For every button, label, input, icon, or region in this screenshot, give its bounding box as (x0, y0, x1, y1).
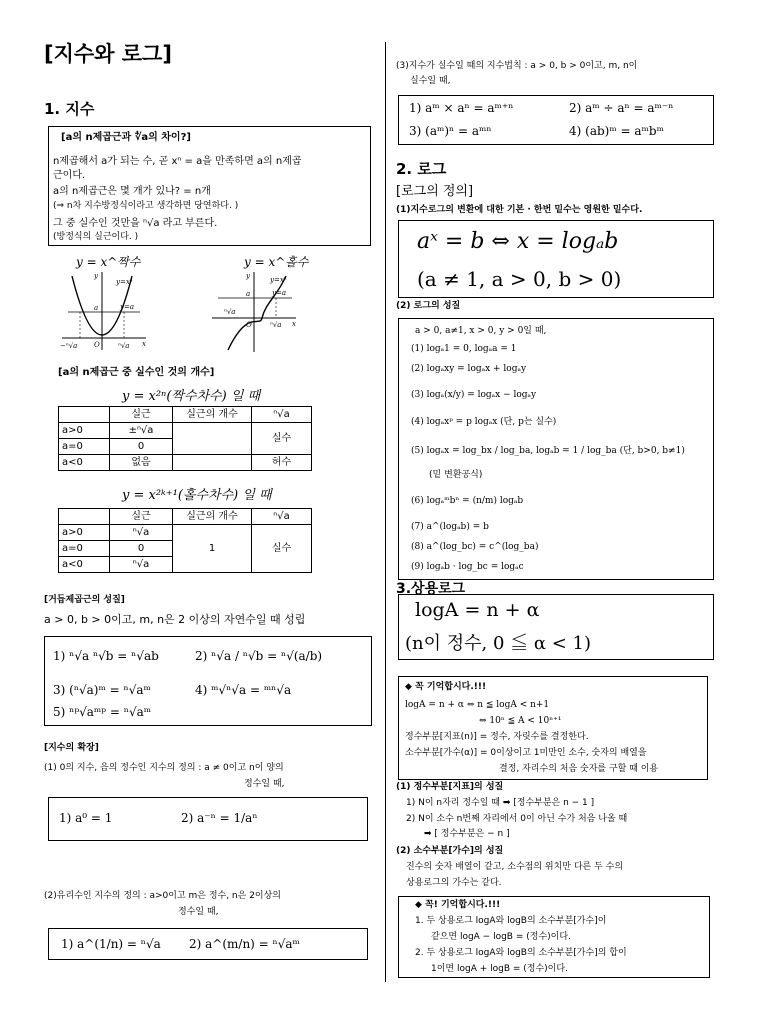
section-heading-common-log: 3.상용로그 (396, 581, 466, 597)
table-odd-r0-c0: a>0 (59, 525, 110, 541)
log-prop-1: (1) logₐ1 = 0, logₐa = 1 (411, 344, 517, 354)
log-prop-7: (7) a^(logₐb) = b (411, 522, 489, 532)
nth-root-line-2: 근이다. (53, 170, 86, 181)
table-odd-r0-c2: 1 (173, 525, 252, 573)
zero-exponent-formula: 1) a⁰ = 1 (59, 811, 113, 825)
table-even-r0-c0: a>0 (59, 423, 110, 439)
exp-extension-2-line-1: (2)유리수인 지수의 정의 : a>0이고 m은 정수, n은 2이상의 (44, 891, 282, 901)
graph-odd-curve-label: y=xⁿ (270, 276, 287, 284)
remember-box-1 (398, 676, 708, 780)
graph-odd-x-label: x (292, 320, 296, 328)
even-case-label: y = x²ⁿ(짝수차수) 일 때 (122, 389, 261, 404)
table-even-h3: ⁿ√a (252, 407, 312, 423)
nth-root-line-5: 그 중 실수인 것만을 ⁿ√a 라고 부른다. (53, 218, 218, 229)
remember-2-line-4: 1이면 logA + logB = (정수)이다. (431, 964, 568, 974)
graph-even-a-label: a (94, 304, 99, 312)
log-prop-5-note: (밑 변환공식) (429, 470, 483, 480)
integer-part-line-1: 1) N이 n자리 정수일 때 ➡ [정수부분은 n − 1 ] (406, 798, 595, 808)
table-odd-r2-c1: ⁿ√a (110, 557, 173, 573)
table-odd-h1: 실근 (110, 509, 173, 525)
graph-even-x-label: x (142, 340, 146, 348)
table-even-r2-c3: 허수 (252, 455, 312, 471)
table-even-roots (58, 406, 312, 471)
table-odd-h0 (59, 509, 110, 525)
exp-extension-1-line-2: 정수일 때, (244, 779, 285, 789)
log-definition-title: [로그의 정의] (396, 184, 474, 199)
nth-root-line-6: (방정식의 실근이다. ) (53, 232, 139, 242)
graph-even-pos-root: ⁿ√a (118, 342, 130, 350)
integer-part-line-3: ➡ [ 정수부분은 − n ] (424, 829, 510, 839)
remember-1-line-5: 결정, 자리수의 처음 숫자를 구할 때 이용 (499, 764, 659, 774)
real-exponent-line-1: (3)지수가 실수일 때의 지수법칙 : a > 0, b > 0이고, m, n이 (396, 61, 638, 71)
graph-odd-root: ⁿ√a (270, 321, 282, 329)
log-definition-box (398, 220, 714, 298)
real-exponent-line-2: 실수일 때, (410, 76, 451, 86)
root-prop-5: 5) ⁿᵖ√aᵐᵖ = ⁿ√aᵐ (53, 705, 152, 719)
table-odd-r2-c0: a<0 (59, 557, 110, 573)
table-odd-r0-c1: ⁿ√a (110, 525, 173, 541)
graph-even-line-label: y=a (120, 303, 134, 311)
remember-1-line-3: 정수부분[지표(n)] = 정수, 자릿수를 결정한다. (405, 732, 589, 742)
negative-exponent-formula: 2) a⁻ⁿ = 1/aⁿ (181, 811, 258, 825)
graph-odd-y-label: y (246, 272, 250, 280)
common-log-equation: logA = n + α (415, 599, 540, 621)
graph-odd-line-label: y=a (272, 289, 286, 297)
decimal-part-line-1: 진수의 숫자 배열이 같고, 소수점의 위치만 다른 두 수의 (406, 862, 624, 872)
exponent-law-2: 2) aᵐ ÷ aⁿ = aᵐ⁻ⁿ (569, 101, 674, 115)
table-even-h1: 실근 (110, 407, 173, 423)
real-count-title: [a의 n제곱근 중 실수인 것의 개수] (58, 367, 215, 378)
graph-odd-a-label: a (246, 290, 251, 298)
graph-odd-origin: O (246, 321, 252, 329)
nth-root-box-title: [a의 n제곱근과 ∜a의 차이?] (61, 132, 191, 143)
section-heading-exponent: 1. 지수 (44, 100, 95, 118)
remember-box-2 (398, 896, 710, 978)
nth-root-line-1: n제곱해서 a가 되는 수, 곧 xⁿ = a을 만족하면 a의 n제곱 (53, 156, 302, 167)
root-prop-3: 3) (ⁿ√a)ᵐ = ⁿ√aᵐ (53, 683, 151, 697)
graph-even-origin: O (94, 341, 100, 349)
graph-odd-power (208, 268, 300, 354)
exponent-laws-box (398, 95, 714, 145)
remember-2-title: ◆ 꼭! 기억합시다.!!! (415, 900, 501, 910)
graph-even-y-label: y (94, 272, 98, 280)
graph-even-label: y = x^짝수 (76, 255, 141, 269)
odd-case-label: y = x²ᵏ⁺¹(홀수차수) 일 때 (122, 488, 272, 503)
table-even-h0 (59, 407, 110, 423)
root-props-condition: a > 0, b > 0이고, m, n은 2 이상의 자연수일 때 성립 (44, 613, 306, 626)
integer-part-line-2: 2) N이 소수 n번째 자리에서 0이 아닌 수가 처음 나올 때 (406, 814, 628, 824)
log-prop-condition: a > 0, a≠1, x > 0, y > 0일 때, (415, 326, 547, 336)
remember-1-line-2: ⇔ 10ⁿ ≦ A < 10ⁿ⁺¹ (479, 716, 562, 726)
table-odd-h2: 실근의 개수 (173, 509, 252, 525)
table-even-r0-c1: ±ⁿ√a (110, 423, 173, 439)
log-prop-5: (5) logₐx = log_bx / log_ba, logₐb = 1 / log_ba (단, b>0, b≠1) (411, 446, 685, 456)
log-prop-6: (6) logₐᵐbⁿ = (n/m) logₐb (411, 496, 524, 506)
table-even-r2-c2 (173, 455, 252, 471)
log-prop-3: (3) logₐ(x/y) = logₐx − logₐy (411, 390, 537, 400)
table-even-r0-c3: 실수 (252, 423, 312, 455)
exp-extension-2-line-2: 정수일 때, (178, 907, 219, 917)
exp-extension-title: [지수의 확장] (44, 743, 99, 753)
root-props-title: [거듭제곱근의 성질] (44, 595, 125, 605)
nth-root-line-3: a의 n제곱근은 몇 개가 있나? = n개 (53, 186, 211, 197)
root-prop-1: 1) ⁿ√a ⁿ√b = ⁿ√ab (53, 649, 159, 663)
table-odd-r1-c0: a=0 (59, 541, 110, 557)
log-prop-4: (4) logₐxᵖ = p logₐx (단, p는 실수) (411, 417, 557, 427)
nth-root-line-4: (⇒ n차 지수방정식이라고 생각하면 당연하다. ) (53, 201, 239, 211)
graph-even-neg-root: −ⁿ√a (60, 342, 78, 350)
rational-exponent-formula-1: 1) a^(1/n) = ⁿ√a (61, 937, 161, 951)
log-properties-title: (2) 로그의 성질 (396, 301, 461, 311)
root-props-box (44, 636, 372, 726)
table-odd-r1-c1: 0 (110, 541, 173, 557)
log-definition-condition: (a ≠ 1, a > 0, b > 0) (417, 267, 622, 291)
graph-odd-root-y: ⁿ√a (224, 308, 236, 316)
exponent-law-4: 4) (ab)ᵐ = aᵐbᵐ (569, 124, 664, 138)
root-prop-2: 2) ⁿ√a / ⁿ√b = ⁿ√(a/b) (195, 649, 323, 663)
exp-extension-1-line-1: (1) 0의 지수, 음의 정수인 지수의 정의 : a ≠ 0이고 n이 양의 (44, 763, 284, 773)
exponent-law-3: 3) (aᵐ)ⁿ = aᵐⁿ (409, 124, 492, 138)
table-even-r2-c0: a<0 (59, 455, 110, 471)
graph-odd-label: y = x^홀수 (244, 255, 309, 269)
log-prop-8: (8) a^(log_bc) = c^(log_ba) (411, 542, 539, 552)
remember-2-line-3: 2. 두 상용로그 logA와 logB의 소수부분[가수]의 합이 (415, 948, 627, 958)
log-prop-9: (9) logₐb · log_bc = logₐc (411, 562, 524, 572)
exponent-law-1: 1) aᵐ × aⁿ = aᵐ⁺ⁿ (409, 101, 514, 115)
page-title: [지수와 로그] (44, 42, 172, 66)
exp-extension-2-box (48, 928, 368, 960)
table-odd-h3: ⁿ√a (252, 509, 312, 525)
table-even-r0-c2 (173, 423, 252, 455)
nth-root-box (48, 126, 371, 246)
log-prop-2: (2) logₐxy = logₐx + logₐy (411, 364, 527, 374)
root-prop-4: 4) ᵐ√ⁿ√a = ᵐⁿ√a (195, 683, 292, 697)
log-definition-equation: aˣ = b ⇔ x = logₐb (417, 229, 619, 254)
column-divider (385, 42, 386, 982)
log-properties-box (398, 318, 714, 580)
decimal-part-line-2: 상용로그의 가수는 같다. (406, 878, 502, 888)
table-even-r1-c1: 0 (110, 439, 173, 455)
rational-exponent-formula-2: 2) a^(m/n) = ⁿ√aᵐ (189, 937, 300, 951)
table-even-h2: 실근의 개수 (173, 407, 252, 423)
common-log-condition: (n이 정수, 0 ≦ α < 1) (405, 633, 591, 654)
table-even-r2-c1: 없음 (110, 455, 173, 471)
remember-1-title: ◆ 꼭 기억합시다.!!! (405, 682, 487, 692)
remember-1-line-1: logA = n + α ⇔ n ≦ logA < n+1 (405, 700, 550, 710)
table-odd-r0-c3: 실수 (252, 525, 312, 573)
integer-part-title: (1) 정수부분[지표]의 성질 (396, 782, 504, 792)
log-definition-subtitle: (1)지수로그의 변환에 대한 기본 · 한번 밑수는 영원한 밑수다. (396, 205, 643, 215)
table-odd-roots (58, 508, 312, 573)
graph-even-curve-label: y=xⁿ (116, 278, 133, 286)
remember-2-line-1: 1. 두 상용로그 logA와 logB의 소수부분[가수]이 (415, 916, 607, 926)
remember-2-line-2: 같으면 logA − logB = (정수)이다. (431, 932, 571, 942)
remember-1-line-4: 소수부분[가수(α)] = 0이상이고 1미만인 소수, 숫자의 배열을 (405, 748, 647, 758)
exp-extension-1-box (48, 797, 368, 841)
section-heading-log: 2. 로그 (396, 160, 447, 178)
graph-even-power (58, 268, 150, 354)
common-log-box (398, 594, 714, 660)
decimal-part-title: (2) 소수부분[가수]의 성질 (396, 846, 504, 856)
table-even-r1-c0: a=0 (59, 439, 110, 455)
